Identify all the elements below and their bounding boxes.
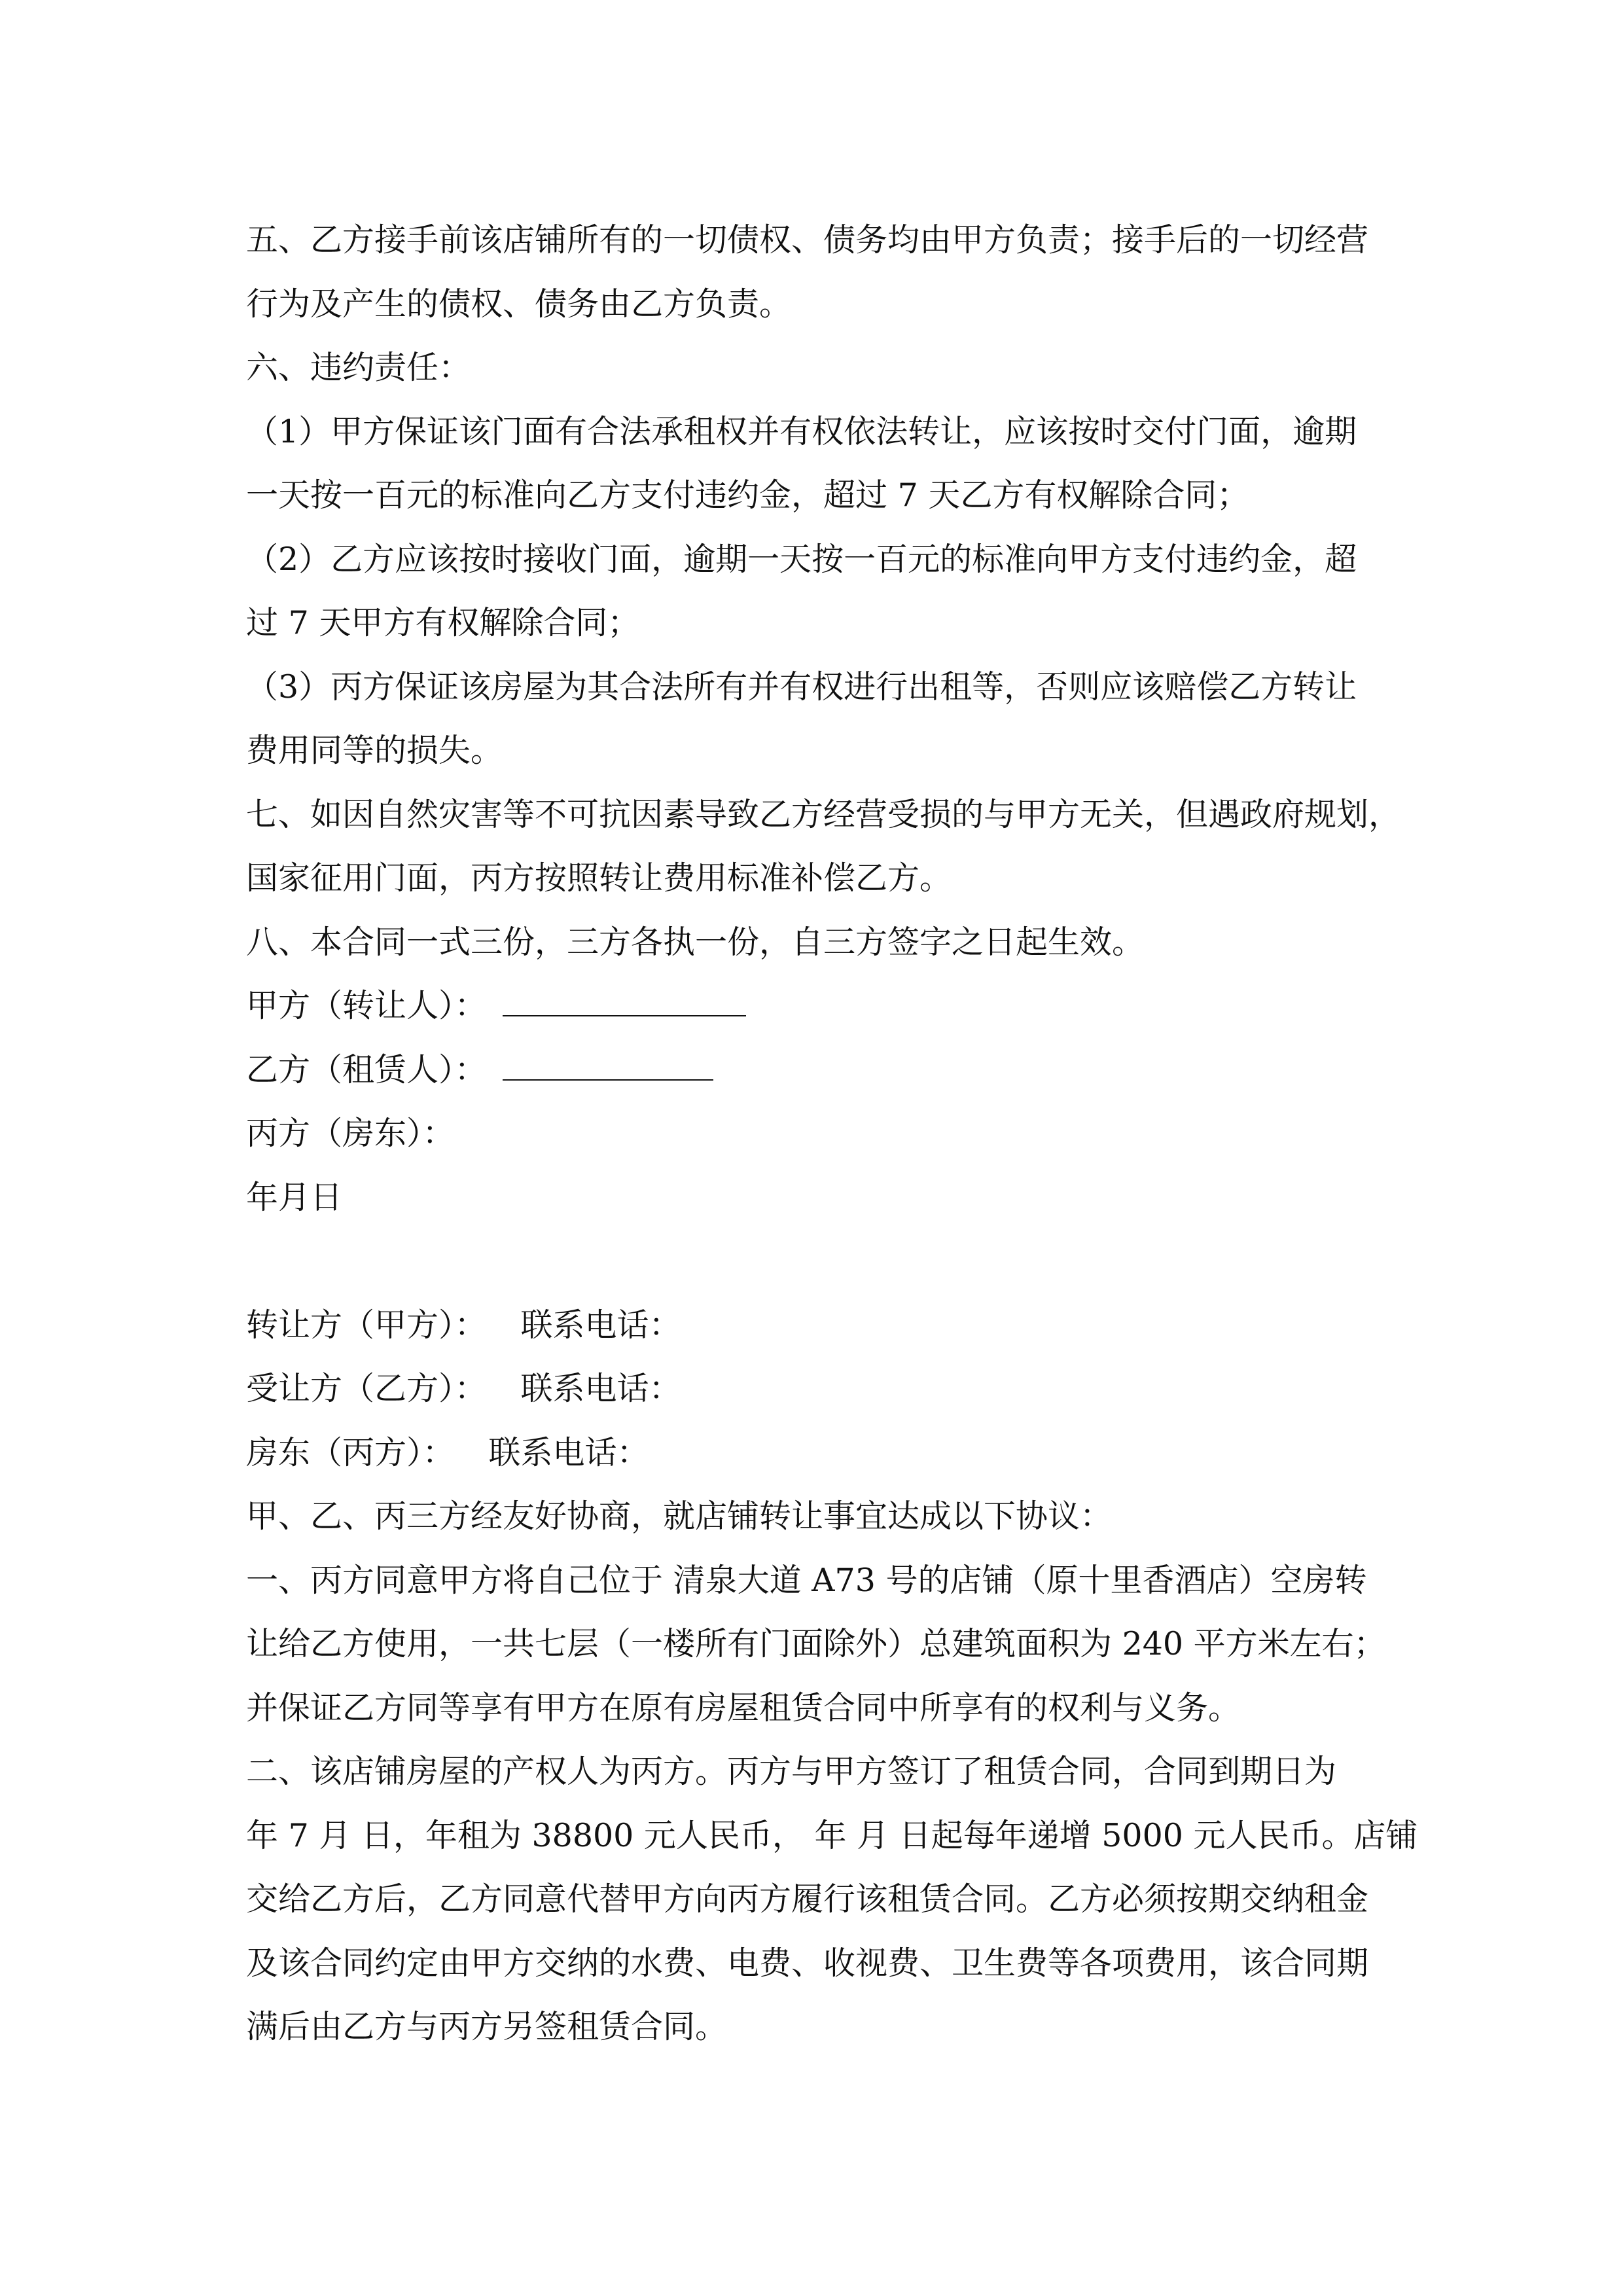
article-2-line-4: 及该合同约定由甲方交纳的水费、电费、收视费、卫生费等各项费用，该合同期 xyxy=(246,1944,1369,1982)
article-1-line-3: 并保证乙方同等享有甲方在原有房屋租赁合同中所享有的权利与义务。 xyxy=(246,1689,1241,1727)
contact-transferee-phone-label: 联系电话： xyxy=(520,1370,681,1407)
signature-party-b-blank xyxy=(503,1053,713,1081)
clause-6-3-line-2: 费用同等的损失。 xyxy=(246,732,503,769)
clause-5-line-2: 行为及产生的债权、债务由乙方负责。 xyxy=(246,285,792,323)
signature-party-b xyxy=(246,1038,1385,1102)
contact-transferee-label: 受让方（乙方）： xyxy=(246,1370,487,1407)
signature-party-a-blank xyxy=(503,989,746,1016)
article-2-line-3: 交给乙方后，乙方同意代替甲方向丙方履行该租赁合同。乙方必须按期交纳租金 xyxy=(246,1880,1369,1918)
clause-6-title: 六、违约责任： xyxy=(246,349,471,386)
contact-landlord xyxy=(246,1421,1385,1485)
article-2-line-5: 满后由乙方与丙方另签租赁合同。 xyxy=(246,2008,728,2045)
clause-6-1-line-2: 一天按一百元的标准向乙方支付违约金，超过 7 天乙方有权解除合同； xyxy=(246,476,1249,514)
signature-party-b-label: 乙方（租赁人）： xyxy=(246,1050,487,1088)
contact-transferor-label: 转让方（甲方）： xyxy=(246,1306,487,1344)
clause-5-line-1: 五、乙方接手前该店铺所有的一切债权、债务均由甲方负责；接手后的一切经营 xyxy=(246,221,1369,259)
contact-landlord-phone-label: 联系电话： xyxy=(488,1433,649,1471)
contact-transferee xyxy=(246,1357,1385,1421)
clause-8: 八、本合同一式三份，三方各执一份，自三方签字之日起生效。 xyxy=(246,923,1145,961)
agreement-intro: 甲、乙、丙三方经友好协商，就店铺转让事宜达成以下协议： xyxy=(246,1498,1113,1535)
clause-6-2-line-2: 过 7 天甲方有权解除合同； xyxy=(246,604,640,641)
clause-7-line-1: 七、如因自然灾害等不可抗因素导致乙方经营受损的与甲方无关，但遇政府规划， xyxy=(246,795,1401,833)
document-page xyxy=(246,208,1418,2059)
signature-date: 年月日 xyxy=(246,1178,343,1216)
article-2-line-1: 二、该店铺房屋的产权人为丙方。丙方与甲方签订了租赁合同，合同到期日为 xyxy=(246,1753,1337,1790)
article-1-line-2: 让给乙方使用，一共七层（一楼所有门面除外）总建筑面积为 240 平方米左右； xyxy=(246,1625,1386,1662)
contact-landlord-label: 房东（丙方）： xyxy=(246,1433,455,1471)
contact-transferor xyxy=(246,1293,1385,1357)
signature-party-c: 丙方（房东）： xyxy=(246,1115,455,1152)
clause-6-1-line-1: （1）甲方保证该门面有合法承租权并有权依法转让，应该按时交付门面，逾期 xyxy=(246,412,1357,450)
clause-6-3-line-1: （3）丙方保证该房屋为其合法所有并有权进行出租等，否则应该赔偿乙方转让 xyxy=(246,668,1357,706)
clause-7-line-2: 国家征用门面，丙方按照转让费用标准补偿乙方。 xyxy=(246,859,952,897)
signature-party-a xyxy=(246,974,1385,1038)
section-gap xyxy=(246,1229,1385,1293)
article-2-line-2: 年 7 月 日，年租为 38800 元人民币， 年 月 日起每年递增 5000 元人民币。店铺 xyxy=(246,1816,1418,1854)
signature-party-a-label: 甲方（转让人）： xyxy=(246,987,487,1024)
clause-6-2-line-1: （2）乙方应该按时接收门面，逾期一天按一百元的标准向甲方支付违约金，超 xyxy=(246,540,1357,578)
contact-transferor-phone-label: 联系电话： xyxy=(520,1306,681,1344)
article-1-line-1: 一、丙方同意甲方将自己位于 清泉大道 A73 号的店铺（原十里香酒店）空房转 xyxy=(246,1561,1367,1599)
